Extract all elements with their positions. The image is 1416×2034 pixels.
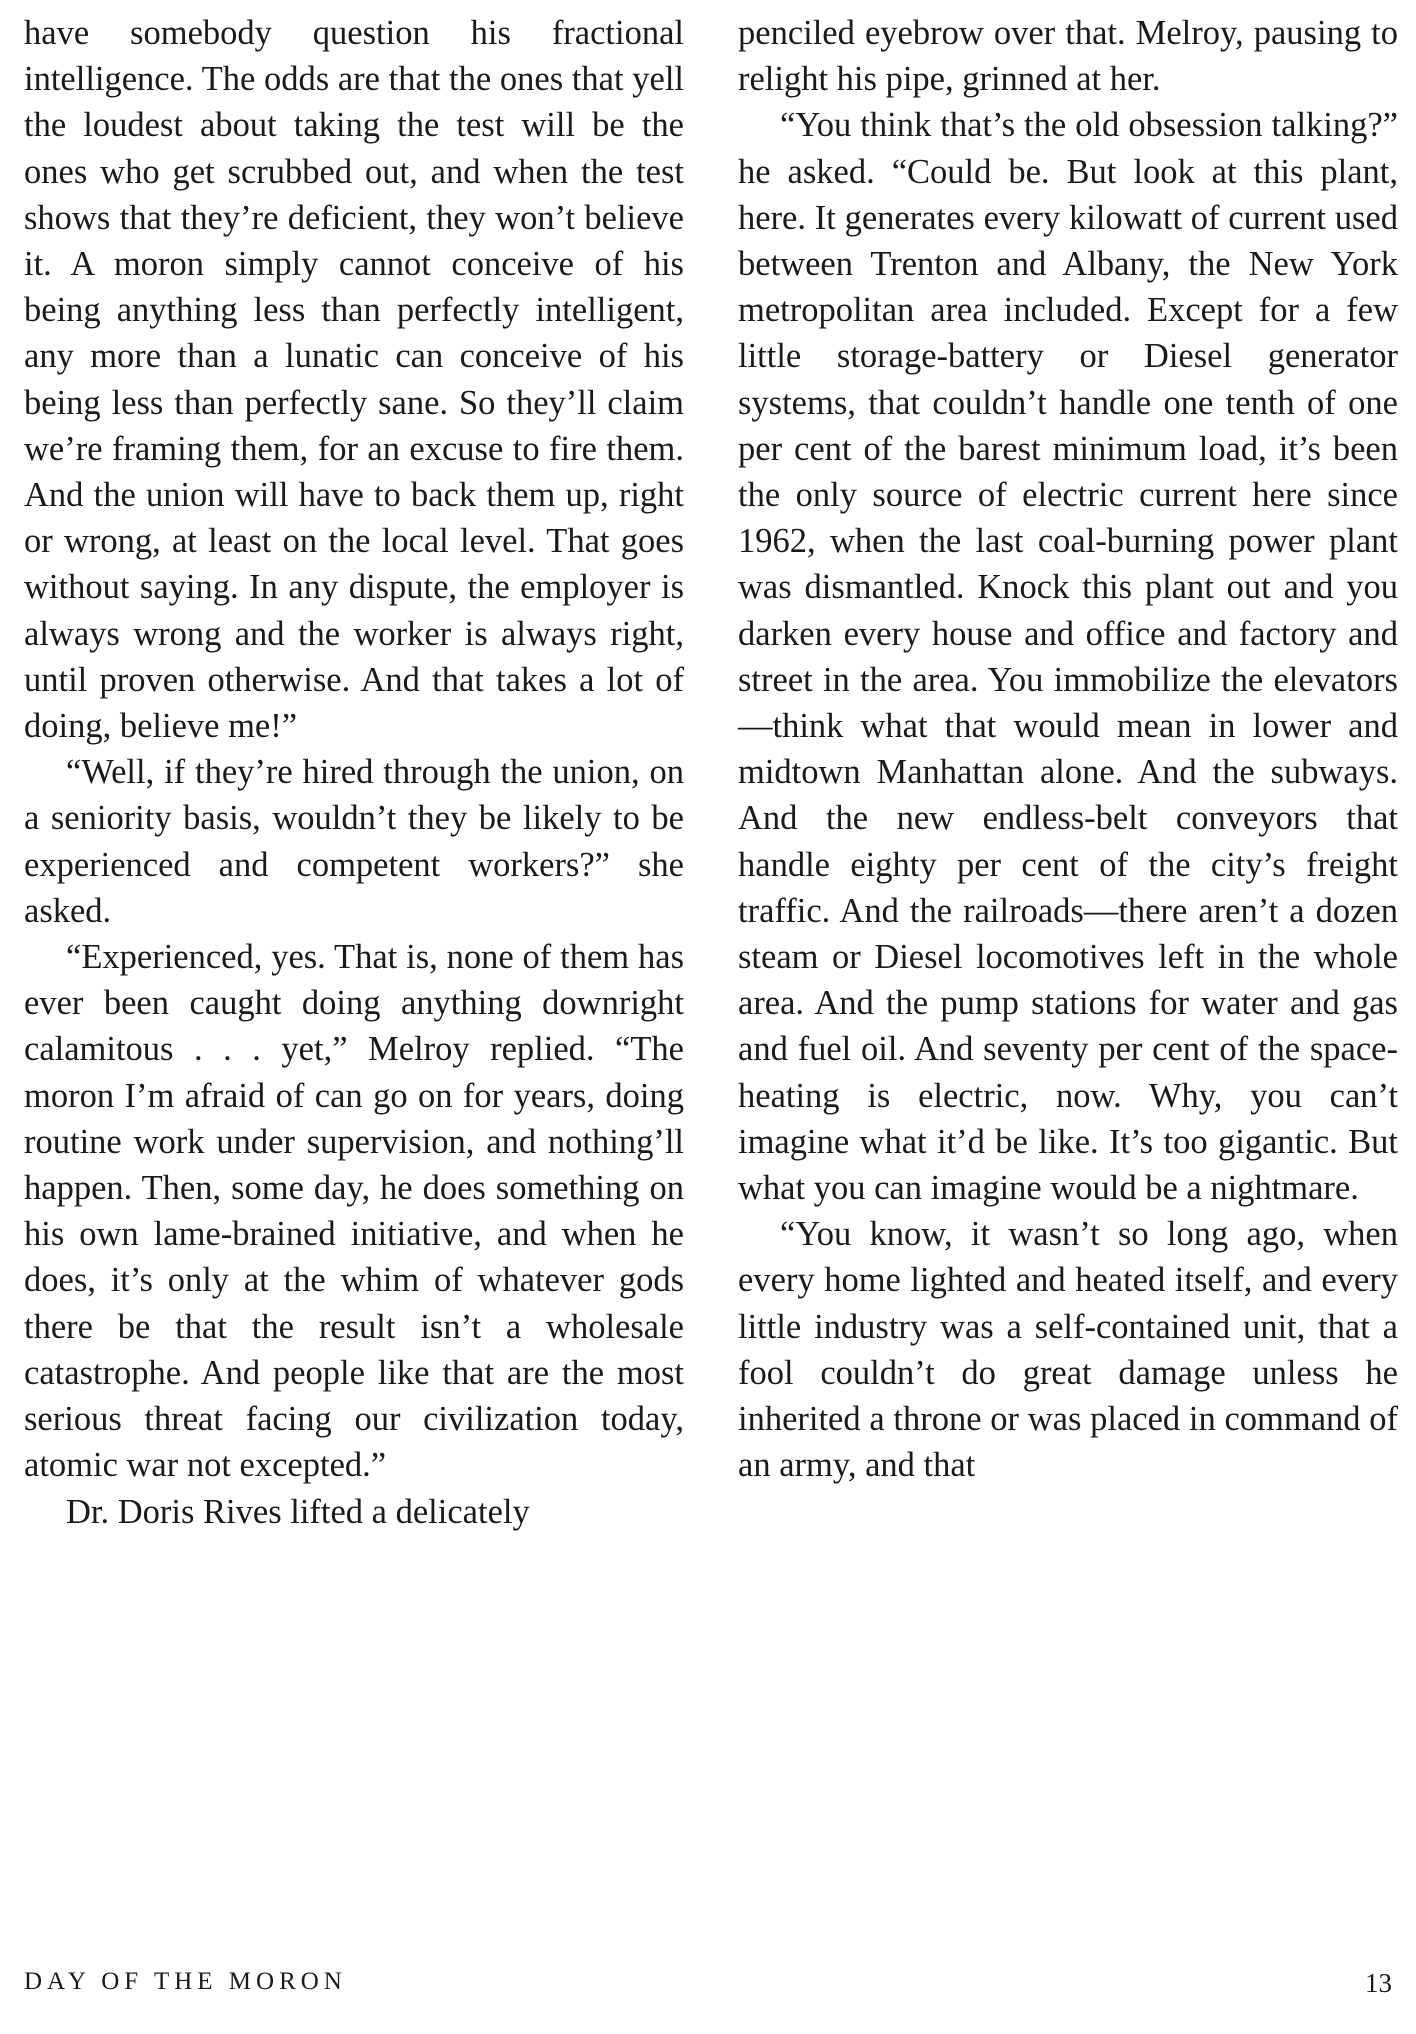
paragraph: “Well, if they’re hired through the union, on a seniority basis, wouldn’t they be likely to be experienced and competent workers?” she asked. — [24, 753, 684, 930]
paragraph: have somebody question his fractional intelligence. The odds are that the ones that yell the loudest about taking the test will be the ones who get scrubbed out, and when the test shows that they’re deficient, they won’t believe it. A moron simply cannot conceive of his being anything less than perfectly intelligent, any more than a lunatic can conceive of his being less than perfectly sane. So they’ll claim we’re framing them, for an excuse to fire them. And the union will have to back them up, right or wrong, at least on the local level. That goes without saying. In any dispute, the employer is always wrong and the worker is always right, until proven otherwise. And that takes a lot of doing, believe me!” — [24, 14, 684, 746]
right-text-column — [738, 10, 1398, 1489]
paragraph: “Experienced, yes. That is, none of them has ever been caught doing anything downright calamitous . . . yet,” Melroy replied. “The moron I’m afraid of can go on for years, doing routine work under supervision, and nothing’ll happen. Then, some day, he does something on his own lame-brained initiative, and when he does, it’s only at the whim of whatever gods there be that the result isn’t a wholesale catastrophe. And people like that are the most serious threat facing our civilization today, atomic war not excepted.” — [24, 938, 684, 1485]
paragraph: “You think that’s the old obsession talking?” he asked. “Could be. But look at this plant, here. It generates every kilowatt of current used between Trenton and Albany, the New York metropolitan area included. Except for a few little storage-battery or Diesel generator systems, that couldn’t handle one tenth of one per cent of the barest minimum load, it’s been the only source of electric current here since 1962, when the last coal-burning power plant was dismantled. Knock this plant out and you darken every house and office and factory and street in the area. You immobilize the elevators—think what that would mean in lower and midtown Manhattan alone. And the subways. And the new endless-belt conveyors that handle eighty per cent of the city’s freight traffic. And the railroads—there aren’t a dozen steam or Diesel locomotives left in the whole area. And the pump stations for water and gas and fuel oil. And seventy per cent of the space-heating is electric, now. Why, you can’t imagine what it’d be like. It’s too gigantic. But what you can imagine would be a nightmare. — [738, 106, 1398, 1208]
paragraph: “You know, it wasn’t so long ago, when every home lighted and heated itself, and every little industry was a self-contained unit, that a fool couldn’t do great damage unless he inherited a throne or was placed in command of an army, and that — [738, 1215, 1398, 1485]
running-title: DAY OF THE MORON — [24, 1968, 347, 1995]
paragraph: Dr. Doris Rives lifted a delicately — [66, 1492, 530, 1531]
paragraph: penciled eyebrow over that. Melroy, pausing to relight his pipe, grinned at her. — [738, 14, 1398, 99]
left-text-column — [24, 10, 684, 1535]
page-footer — [24, 1968, 1392, 2008]
page-number: 13 — [1365, 1968, 1392, 1998]
